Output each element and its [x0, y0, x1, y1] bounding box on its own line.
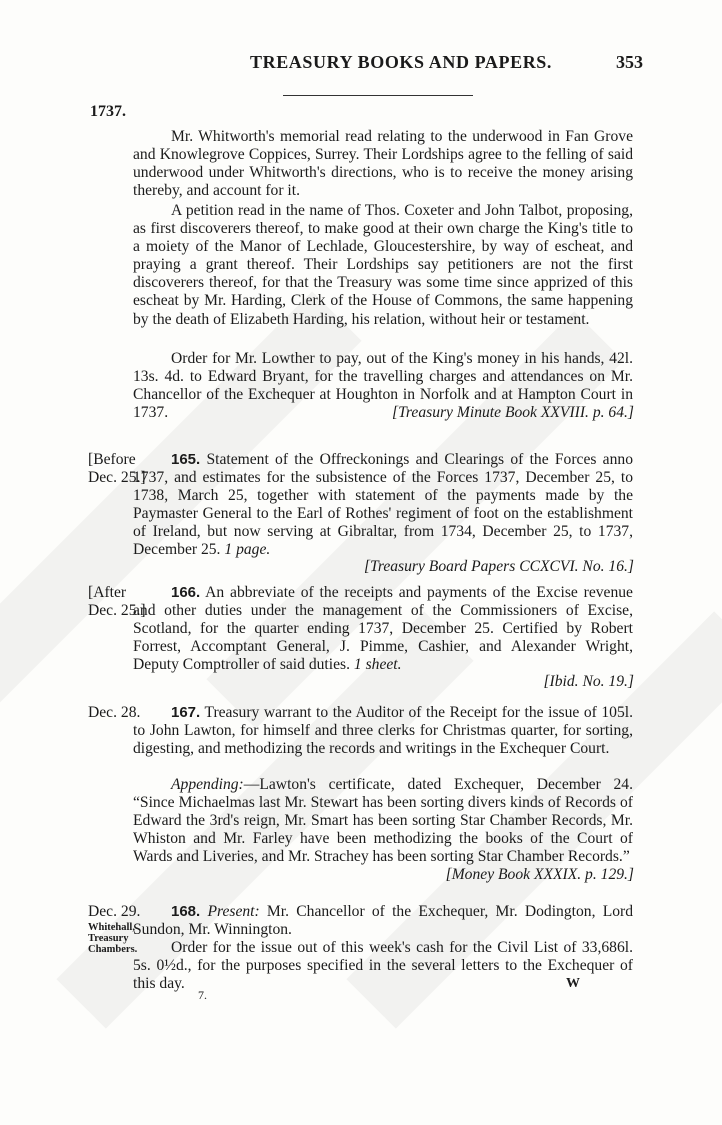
- entry-place-line-1: Whitehall,: [88, 922, 135, 933]
- entry-168: [133, 903, 633, 939]
- entry-number: 167.: [171, 704, 201, 721]
- intro-paragraph-1: Mr. Whitworth's memorial read relating to the underwood in Fan Grove and Knowlegrove Coppices, Surrey. Their Lordships agree to the felling of said underwood under Whitworth's directions, who is to receive the money arising thereby, and account for it.: [133, 128, 633, 200]
- entry-extent: 1 sheet.: [353, 656, 402, 674]
- signature-mark: 7.: [198, 988, 207, 1002]
- entry-166: [133, 584, 633, 674]
- entry-date: Dec. 28.: [88, 704, 141, 721]
- running-title: TREASURY BOOKS AND PAPERS.: [250, 52, 553, 72]
- entry-extent: 1 page.: [224, 541, 271, 559]
- entry-place-line-2: Treasury: [88, 933, 129, 944]
- reference-board-papers: [Treasury Board Papers CCXCVI. No. 16.]: [363, 558, 634, 575]
- entry-date-line-2: Dec. 25.]: [88, 602, 146, 619]
- entry-167: [133, 704, 633, 758]
- appending-paragraph: [133, 776, 633, 866]
- appending-label: Appending:: [171, 776, 244, 793]
- entry-date-line-1: [After: [88, 584, 127, 601]
- year-marginal: 1737.: [90, 103, 126, 120]
- intro-paragraph-2: A petition read in the name of Thos. Coxeter and John Talbot, proposing, as first discoverers thereof, to make good at their own charge the King's title to a moiety of the Manor of Lechlade, Gloucestershire, by way of escheat, and praying a grant thereof. Their Lordships say petitioners are not the first discoverers thereof, for that the Treasury was some time since apprized of this escheat by Mr. Harding, Clerk of the House of Commons, the same happening by the death of Elizabeth Harding, his relation, without heir or testament.: [133, 202, 633, 328]
- entry-text: Mr. Chancellor of the Exchequer, Mr. Dodington, Lord Sundon, Mr. Winnington.: [133, 903, 634, 939]
- reference-minute-book: [Treasury Minute Book XXVIII. p. 64.]: [392, 404, 634, 421]
- appending-text: —Lawton's certificate, dated Exchequer, December 24. “Since Michaelmas last Mr. Stewart has been sorting divers kinds of Records of Edward the 3rd's reign, Mr. Smart has been sorting Star Chamber Records, Mr. Whiston and Mr. Farley have been methodizing the books of the Court of Wards and Liveries, and Mr. Strachey has been sorting Star Chamber Records.”: [133, 776, 633, 866]
- order-paragraph: Order for the issue out of this week's cash for the Civil List of 33,686l. 5s. 0½d., for the purposes specified in the several letters to the Exchequer of this day.: [133, 939, 633, 993]
- present-label: Present:: [207, 903, 260, 920]
- intro-paragraph-3: Order for Mr. Lowther to pay, out of the King's money in his hands, 42l. 13s. 4d. to Edward Bryant, for the travelling charges and attendances on Mr. Chancellor of the Exchequer at Houghton in Norfolk and at Hampton Court in 1737.: [133, 350, 633, 422]
- header-rule: [283, 95, 473, 96]
- entry-text: Treasury warrant to the Auditor of the Receipt for the issue of 105l. to John Lawton, for himself and three clerks for Christmas quarter, for sorting, digesting, and methodizing the records and writings in the Exchequer Court.: [133, 704, 633, 758]
- entry-number: 165.: [171, 451, 201, 468]
- catchword: W: [566, 976, 580, 991]
- entry-place-line-3: Chambers.: [88, 944, 138, 955]
- entry-date-line-1: [Before: [88, 451, 136, 468]
- reference-ibid: [Ibid. No. 19.]: [543, 673, 634, 690]
- entry-date-line-2: Dec. 25.]: [88, 469, 146, 486]
- entry-text: Statement of the Offreckonings and Clearings of the Forces anno 1737, and estimates for the subsistence of the Forces 1737, December 25, to 1738, March 25, together with statement of the payments made by the Paymaster General to the Earl of Rothes' regiment of foot on the establishment of Ireland, but now serving at Gibraltar, from 1734, December 25, to 1737, December 25.: [133, 451, 633, 559]
- entry-date: Dec. 29.: [88, 903, 141, 920]
- reference-money-book: [Money Book XXXIX. p. 129.]: [445, 866, 634, 883]
- entry-text: An abbreviate of the receipts and payments of the Excise revenue and other duties under the management of the Commissioners of Excise, Scotland, for the quarter ending 1737, December 25. Certified by Robert Forrest, Accomptant General, J. Pimme, Cashier, and Alexander Wright, Deputy Comptroller of said duties.: [133, 584, 633, 674]
- entry-165: [133, 451, 633, 560]
- page-number: 353: [616, 52, 643, 72]
- entry-number: 166.: [171, 584, 201, 601]
- entry-number: 168.: [171, 903, 201, 920]
